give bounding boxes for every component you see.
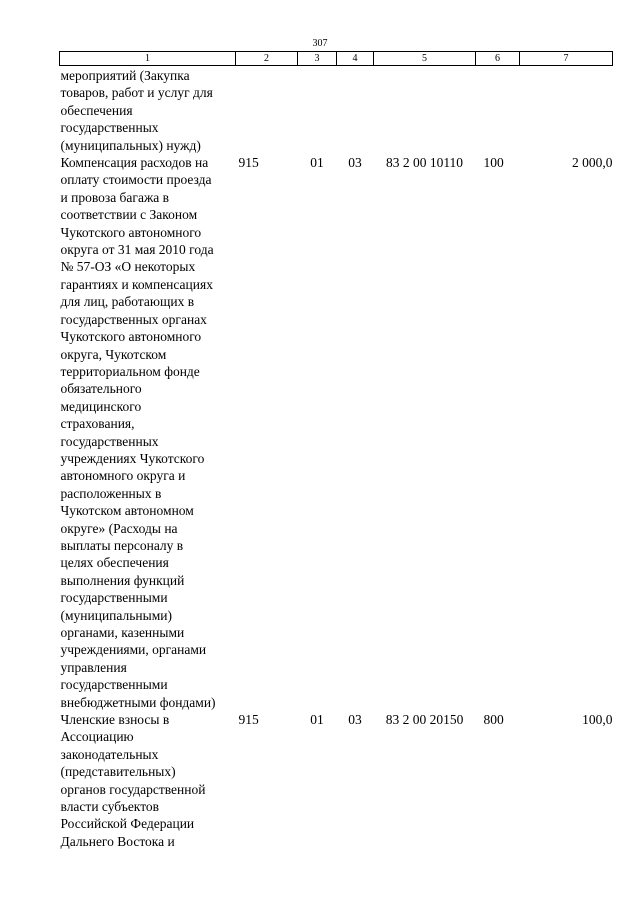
item-name-line: гарантиях и компенсациях [60, 276, 213, 292]
item-name-line: государственными [60, 677, 168, 693]
item-name-line: целях обеспечения [60, 555, 169, 571]
item-name-line: мероприятий (Закупка [60, 68, 190, 83]
cell-section: 01 [310, 155, 324, 171]
item-name-line: Компенсация расходов на [60, 155, 209, 171]
cell-section [298, 66, 337, 155]
item-name-line: (муниципальных) нужд) [60, 137, 201, 153]
item-name-line: Ассоциацию [60, 729, 134, 745]
item-name-line: соответствии с Законом [60, 207, 198, 223]
table-row [60, 711, 613, 850]
cell-expense-type: 100 [483, 155, 504, 171]
item-name-line: Чукотского автономного [60, 224, 202, 240]
item-name-line: (представительных) [60, 764, 176, 780]
item-name-line: медицинского [60, 398, 142, 414]
cell-section: 01 [310, 712, 324, 728]
header-row [60, 52, 613, 66]
item-name-line: обеспечения [60, 102, 133, 118]
cell-item-name [60, 154, 236, 711]
item-name-line: (муниципальными) [60, 607, 172, 623]
item-name-line: № 57-ОЗ «О некоторых [60, 259, 196, 275]
cell-target-article: 83 2 00 10110 [385, 155, 464, 171]
item-name-line: округе» (Расходы на [60, 520, 178, 536]
table-row [60, 154, 613, 711]
cell-expense-type [476, 66, 520, 155]
item-name-line: Чукотского автономного [60, 329, 202, 345]
cell-target-article: 83 2 00 20150 [385, 712, 464, 728]
item-name-line: выполнения функций [60, 572, 185, 588]
header-col-1: 1 [60, 52, 236, 66]
item-name-line: товаров, работ и услуг для [60, 85, 213, 101]
cell-item-name [60, 66, 236, 155]
cell-amount: 100,0 [582, 712, 613, 728]
item-name-line: обязательного [60, 381, 142, 397]
table-row [60, 66, 613, 155]
item-name-line: управления [60, 659, 127, 675]
cell-subsection [337, 66, 374, 155]
header-col-3: 3 [298, 52, 337, 66]
cell-expense-type: 800 [483, 712, 504, 728]
item-name-line: Дальнего Востока и [60, 833, 175, 849]
budget-table [59, 51, 613, 850]
item-name-line: выплаты персоналу в [60, 537, 184, 553]
header-col-2: 2 [236, 52, 298, 66]
item-name-line: государственных органах [60, 311, 207, 327]
cell-item-name [60, 711, 236, 850]
item-name-line: автономного округа и [60, 468, 186, 484]
item-name-line: государственных [60, 120, 159, 136]
item-name-line: учреждениях Чукотского [60, 450, 205, 466]
item-name-line: для лиц, работающих в [60, 294, 195, 310]
item-name-line: органов государственной [60, 781, 206, 797]
cell-admin-code: 915 [238, 712, 259, 728]
item-name-line: органами, казенными [60, 625, 185, 640]
item-name-line: государственных [60, 433, 159, 449]
item-name-line: территориальном фонде [60, 363, 200, 379]
header-col-6: 6 [476, 52, 520, 66]
cell-subsection: 03 [348, 155, 362, 171]
item-name-line: Членские взносы в [60, 712, 170, 728]
item-name-line: государственными [60, 590, 168, 606]
cell-subsection: 03 [348, 712, 362, 728]
cell-amount: 2 000,0 [572, 155, 613, 171]
table-body [60, 66, 613, 851]
item-name-line: внебюджетными фондами) [60, 694, 216, 710]
item-name-line: оплату стоимости проезда [60, 172, 212, 188]
item-name-line: Чукотском автономном [60, 503, 194, 519]
header-col-4: 4 [337, 52, 374, 66]
item-name-line: страхования, [60, 416, 135, 432]
item-name-line: учреждениями, органами [60, 642, 207, 658]
item-name-line: и провоза багажа в [60, 189, 170, 205]
item-name-line: власти субъектов [60, 799, 160, 815]
item-name-line: законодательных [60, 746, 159, 762]
cell-amount [520, 66, 613, 155]
item-name-line: Российской Федерации [60, 816, 195, 832]
cell-admin-code [236, 66, 298, 155]
item-name-line: округа, Чукотском [60, 346, 167, 362]
item-name-line: расположенных в [60, 485, 162, 501]
header-col-7: 7 [520, 52, 613, 66]
cell-admin-code: 915 [238, 155, 259, 171]
header-col-5: 5 [374, 52, 476, 66]
page-number: 307 [312, 38, 328, 49]
item-name-line: округа от 31 мая 2010 года [60, 242, 214, 258]
cell-target-article [374, 66, 476, 155]
